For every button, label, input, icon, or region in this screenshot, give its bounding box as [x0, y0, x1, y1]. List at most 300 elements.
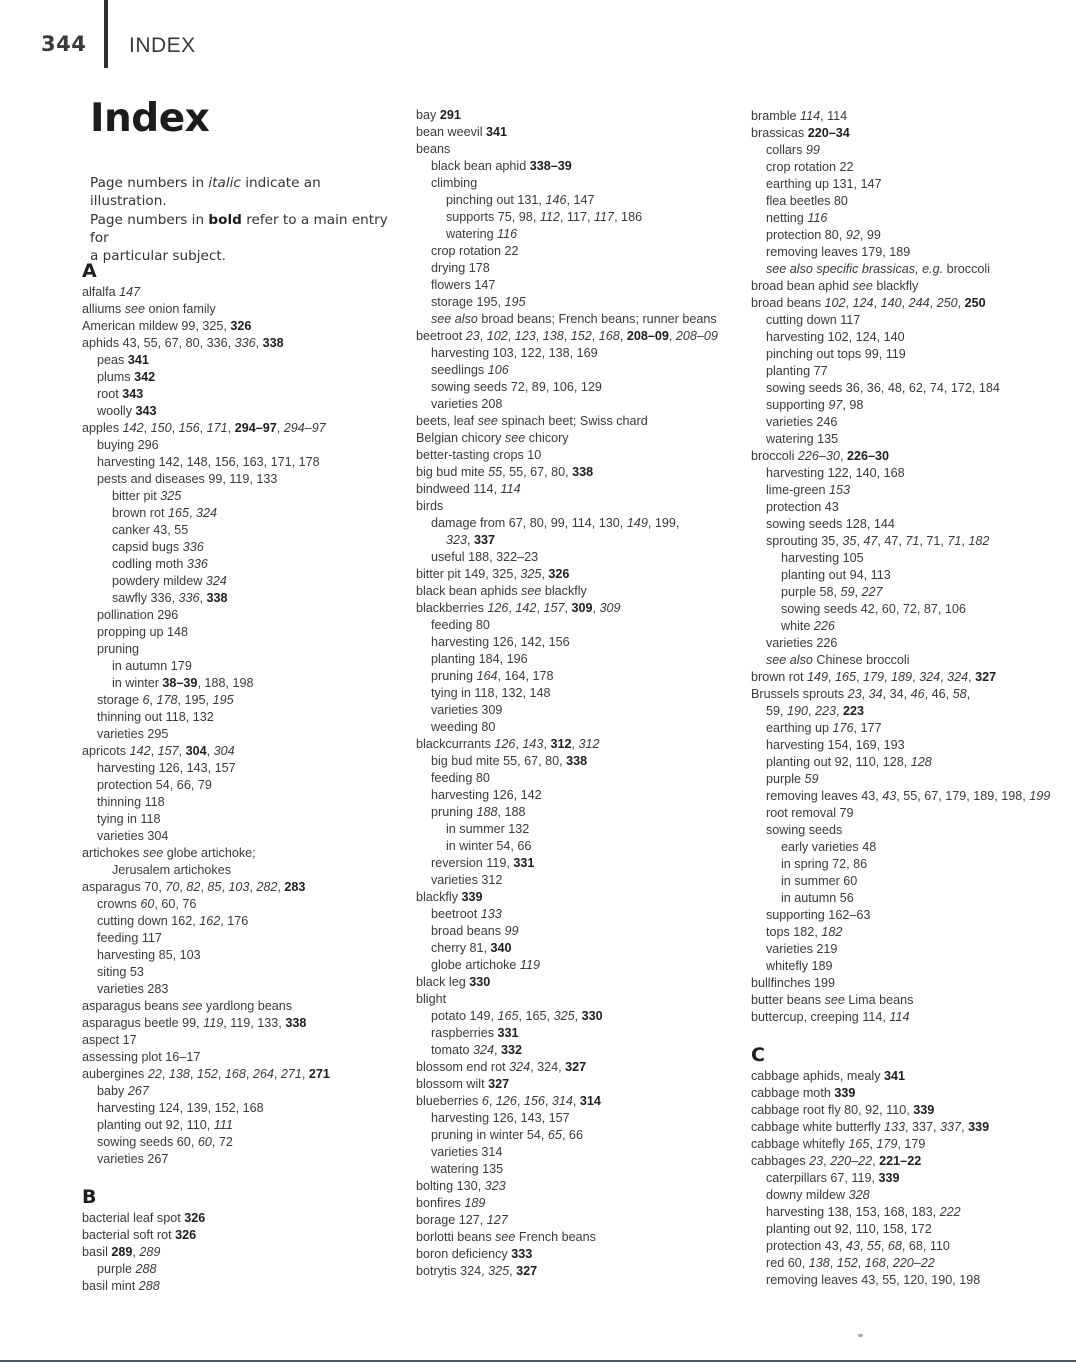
entry-segment: 152	[836, 1256, 858, 1270]
entry-segment: 23	[465, 329, 480, 343]
index-subentry	[82, 437, 330, 454]
entry-segment: apricots	[82, 744, 130, 758]
entry-segment: ,	[829, 1256, 837, 1270]
entry-segment: peas	[97, 353, 128, 367]
index-entry	[416, 583, 718, 600]
entry-segment: 142	[129, 744, 151, 758]
entry-segment: sowing seeds 42, 60, 72, 87, 106	[781, 602, 966, 616]
entry-segment: tying in 118, 132, 148	[431, 686, 551, 700]
entry-segment: sowing seeds 128, 144	[766, 517, 895, 531]
entry-segment: Page numbers in	[90, 211, 209, 228]
entry-segment: 226–30	[797, 449, 840, 463]
entry-segment: pests and diseases 99, 119, 133	[97, 472, 278, 486]
entry-segment: 71	[905, 534, 920, 548]
entry-segment: 156	[523, 1094, 545, 1108]
entry-segment: earthing up 131, 147	[766, 177, 882, 191]
index-entry	[751, 1119, 1050, 1136]
entry-segment: 189	[464, 1196, 486, 1210]
entry-segment: harvesting 142, 148, 156, 163, 171, 178	[97, 455, 320, 469]
entry-segment: cabbage moth	[751, 1086, 835, 1100]
section-letter: C	[751, 1044, 765, 1066]
entry-segment: Page numbers in	[90, 175, 209, 191]
entry-segment: 341	[884, 1069, 906, 1083]
entry-segment: 326	[548, 567, 570, 581]
index-entry	[82, 1032, 330, 1049]
index-entry	[416, 566, 718, 583]
entry-segment: sowing seeds 72, 89, 106, 129	[431, 380, 602, 394]
entry-segment: 339	[461, 890, 483, 904]
entry-segment: ,	[780, 704, 788, 718]
entry-segment: crop rotation 22	[431, 244, 519, 258]
entry-segment: 149	[626, 516, 648, 530]
entry-segment: blackfly	[872, 279, 919, 293]
entry-segment: 309	[599, 601, 621, 615]
index-subentry	[751, 227, 1050, 244]
index-subentry	[751, 652, 1050, 669]
index-subentry	[82, 1100, 330, 1117]
index-subentry	[82, 1151, 330, 1168]
entry-segment: tomato	[431, 1043, 473, 1057]
index-entry	[416, 328, 718, 345]
entry-segment: codling moth	[112, 557, 187, 571]
entry-segment: reversion 119,	[431, 856, 514, 870]
index-subentry	[416, 1144, 718, 1161]
index-subentry	[751, 822, 1050, 839]
entry-segment: , 117,	[559, 210, 594, 224]
index-subentry	[82, 556, 330, 573]
entry-segment: see also	[431, 312, 478, 326]
index-entry	[416, 1212, 718, 1229]
index-subentry	[82, 794, 330, 811]
entry-segment: feeding 80	[431, 618, 490, 632]
index-subentry	[82, 403, 330, 420]
entry-segment: thinning 118	[97, 795, 165, 809]
entry-segment: 171	[206, 421, 228, 435]
index-subentry	[416, 1042, 718, 1059]
index-subentry	[82, 641, 330, 658]
entry-segment: 138	[168, 1067, 190, 1081]
entry-segment: 146	[545, 193, 567, 207]
entry-segment: apples	[82, 421, 123, 435]
entry-segment: 244	[908, 296, 930, 310]
entry-segment: 289	[139, 1245, 161, 1259]
entry-segment: black bean aphids	[416, 584, 522, 598]
entry-segment: 327	[975, 670, 997, 684]
entry-segment: varieties 283	[97, 982, 169, 996]
index-entry	[751, 975, 1050, 992]
entry-segment: 59	[840, 585, 855, 599]
entry-segment: 143	[522, 737, 544, 751]
index-subentry	[416, 702, 718, 719]
entry-segment: protection 43,	[766, 1239, 846, 1253]
index-entry	[751, 1153, 1050, 1170]
entry-segment: 343	[135, 404, 157, 418]
entry-segment: ,	[854, 585, 862, 599]
entry-segment: ,	[968, 670, 976, 684]
index-entry	[751, 448, 1050, 465]
entry-segment: 138	[808, 1256, 830, 1270]
entry-segment: 337	[940, 1120, 962, 1134]
index-subentry	[416, 311, 718, 328]
entry-segment: climbing	[431, 176, 478, 190]
index-subentry	[82, 590, 330, 607]
index-subentry	[82, 471, 330, 488]
index-entry	[416, 413, 718, 430]
index-subentry	[751, 142, 1050, 159]
entry-segment: 288	[138, 1279, 160, 1293]
entry-segment: 149	[807, 670, 829, 684]
entry-segment: ,	[221, 880, 229, 894]
index-entry	[751, 992, 1050, 1009]
index-subentry	[416, 1161, 718, 1178]
entry-segment: 325	[520, 567, 542, 581]
entry-segment: 35	[842, 534, 857, 548]
entry-segment: 336	[234, 336, 256, 350]
entry-segment: 226–30	[846, 449, 889, 463]
entry-segment: basil	[82, 1245, 112, 1259]
entry-segment: storage 195,	[431, 295, 505, 309]
index-subentry	[751, 533, 1050, 550]
index-subentry	[751, 1204, 1050, 1221]
entry-segment: buttercup, creeping 114,	[751, 1010, 890, 1024]
index-subentry	[416, 277, 718, 294]
entry-segment: 114	[889, 1010, 910, 1024]
entry-segment: 70	[165, 880, 180, 894]
entry-segment: 312	[578, 737, 600, 751]
entry-segment: harvesting 126, 143, 157	[431, 1111, 570, 1125]
entry-segment: ,	[929, 296, 937, 310]
index-entry	[82, 1049, 330, 1066]
index-entry	[416, 1059, 718, 1076]
entry-segment: harvesting 122, 140, 168	[766, 466, 905, 480]
entry-segment: , 71,	[919, 534, 948, 548]
index-subentry	[751, 397, 1050, 414]
entry-segment: in summer 132	[446, 822, 530, 836]
entry-segment: 325	[488, 1264, 510, 1278]
entry-segment: 331	[513, 856, 535, 870]
entry-segment: bonfires	[416, 1196, 465, 1210]
entry-segment: 140	[880, 296, 902, 310]
entry-segment: 168	[864, 1256, 886, 1270]
entry-segment: 112	[539, 210, 560, 224]
index-subentry	[82, 981, 330, 998]
entry-segment: 304	[213, 744, 235, 758]
entry-segment: feeding 80	[431, 771, 490, 785]
entry-segment: 157	[543, 601, 565, 615]
entry-segment: blossom end rot	[416, 1060, 510, 1074]
entry-segment: aubergines	[82, 1067, 148, 1081]
entry-segment: ,	[217, 1067, 225, 1081]
entry-segment: spinach beet; Swiss chard	[497, 414, 648, 428]
entry-segment: 328	[848, 1188, 870, 1202]
index-subentry	[416, 379, 718, 396]
index-subentry	[82, 539, 330, 556]
entry-segment: blackberries	[416, 601, 488, 615]
entry-segment: 220–22	[830, 1154, 873, 1168]
entry-segment: crop rotation 22	[766, 160, 854, 174]
entry-segment: ,	[563, 329, 571, 343]
index-subentry	[416, 175, 718, 192]
index-subentry	[416, 396, 718, 413]
index-subentry	[751, 1272, 1050, 1289]
index-column-2	[416, 107, 718, 1280]
entry-segment: varieties 312	[431, 873, 503, 887]
entry-segment: 314	[579, 1094, 601, 1108]
index-entry	[416, 1076, 718, 1093]
index-subentry	[751, 839, 1050, 856]
entry-segment: cabbages	[751, 1154, 810, 1168]
entry-segment: ,	[619, 329, 627, 343]
index-subentry	[416, 855, 718, 872]
entry-segment: tying in 118	[97, 812, 161, 826]
entry-segment: 152	[570, 329, 592, 343]
entry-segment: raspberries	[431, 1026, 498, 1040]
entry-segment: bitter pit 149, 325,	[416, 567, 521, 581]
entry-segment: 126	[487, 601, 509, 615]
entry-segment: 283	[284, 880, 306, 894]
index-entry	[416, 141, 718, 158]
index-subentry	[82, 675, 330, 692]
entry-segment: purple	[766, 772, 805, 786]
entry-segment: bold	[208, 211, 242, 228]
entry-segment: , 147	[566, 193, 595, 207]
entry-segment: chicory	[525, 431, 569, 445]
entry-segment: brown rot	[751, 670, 807, 684]
entry-segment: , 188, 198	[197, 676, 254, 690]
entry-segment: 55	[866, 1239, 881, 1253]
index-entry	[751, 125, 1050, 142]
entry-segment: broad beans	[431, 924, 505, 938]
entry-segment: 332	[501, 1043, 523, 1057]
index-subentry	[751, 193, 1050, 210]
index-subentry	[751, 414, 1050, 431]
entry-segment: ,	[828, 670, 836, 684]
entry-segment: 324	[509, 1060, 531, 1074]
entry-segment: , 324,	[530, 1060, 566, 1074]
entry-segment: see also	[766, 653, 813, 667]
index-subentry	[751, 703, 1050, 720]
entry-segment: 164	[476, 669, 498, 683]
entry-segment: 333	[511, 1247, 533, 1261]
entry-segment: , 99	[859, 228, 881, 242]
entry-segment: 190	[787, 704, 809, 718]
index-entry	[82, 743, 330, 760]
entry-segment: bindweed 114,	[416, 482, 501, 496]
index-entry	[82, 318, 330, 335]
entry-segment: drying 178	[431, 261, 490, 275]
entry-segment: 188	[476, 805, 498, 819]
entry-segment: bolting 130,	[416, 1179, 485, 1193]
entry-segment: beetroot	[431, 907, 481, 921]
index-subentry	[751, 499, 1050, 516]
entry-segment: ,	[276, 421, 284, 435]
entry-segment: harvesting 126, 142	[431, 788, 542, 802]
entry-segment: 102	[824, 296, 846, 310]
entry-segment: Belgian chicory	[416, 431, 505, 445]
entry-segment: harvesting 103, 122, 138, 169	[431, 346, 598, 360]
entry-segment: 153	[829, 483, 851, 497]
index-subentry	[751, 958, 1050, 975]
index-subentry	[82, 760, 330, 777]
index-entry	[82, 301, 330, 318]
index-entry	[82, 879, 330, 896]
index-entry	[82, 335, 330, 352]
entry-segment: varieties 226	[766, 636, 838, 650]
index-entry	[751, 278, 1050, 295]
entry-segment: bitter pit	[112, 489, 161, 503]
entry-segment: pinching out tops 99, 119	[766, 347, 906, 361]
index-subentry	[416, 770, 718, 787]
index-entry	[751, 1136, 1050, 1153]
section-letter: B	[82, 1186, 97, 1208]
entry-segment: 182	[821, 925, 843, 939]
entry-segment: ,	[171, 421, 179, 435]
entry-segment: ,	[940, 670, 948, 684]
entry-segment: planting out 92, 110, 128,	[766, 755, 911, 769]
entry-segment: 208–09	[626, 329, 669, 343]
index-subentry	[751, 771, 1050, 788]
entry-segment: 331	[497, 1026, 519, 1040]
entry-segment: 103	[228, 880, 250, 894]
entry-segment: 34	[868, 687, 883, 701]
entry-segment: 337	[474, 533, 496, 547]
entry-segment: ,	[574, 1009, 582, 1023]
entry-segment: botrytis 324,	[416, 1264, 489, 1278]
entry-segment: crowns	[97, 897, 141, 911]
index-entry	[416, 889, 718, 906]
entry-segment: 294–97	[234, 421, 277, 435]
entry-segment: see	[521, 584, 542, 598]
index-subentry	[751, 1187, 1050, 1204]
index-subentry	[751, 788, 1050, 805]
entry-segment: see	[495, 1230, 516, 1244]
index-subentry	[751, 1255, 1050, 1272]
index-subentry	[82, 896, 330, 913]
entry-segment: 138	[542, 329, 564, 343]
index-subentry	[82, 862, 330, 879]
entry-segment: ,	[161, 1067, 169, 1081]
entry-segment: pruning	[97, 642, 140, 656]
entry-segment: beans	[416, 142, 451, 156]
entry-segment: ,	[507, 329, 515, 343]
entry-segment: 85	[207, 880, 222, 894]
entry-segment: 176	[832, 721, 854, 735]
index-subentry	[82, 777, 330, 794]
entry-segment: ,	[535, 329, 543, 343]
entry-segment: in winter	[112, 676, 163, 690]
entry-segment: 46	[910, 687, 925, 701]
entry-segment: 119	[203, 1016, 224, 1030]
index-subentry	[751, 482, 1050, 499]
entry-segment: whitefly 189	[766, 959, 833, 973]
entry-segment: 165	[168, 506, 190, 520]
index-subentry	[751, 176, 1050, 193]
index-subentry	[416, 957, 718, 974]
index-entry	[751, 1102, 1050, 1119]
entry-segment: propping up 148	[97, 625, 189, 639]
entry-segment: cherry 81,	[431, 941, 491, 955]
entry-segment: 168	[598, 329, 620, 343]
index-entry	[751, 669, 1050, 686]
entry-segment: ,	[189, 1067, 197, 1081]
index-subentry	[751, 805, 1050, 822]
index-subentry	[751, 261, 1050, 278]
index-entry	[416, 974, 718, 991]
index-subentry	[751, 873, 1050, 890]
entry-segment: , 164, 178	[497, 669, 554, 683]
entry-segment: lime-green	[766, 483, 829, 497]
entry-segment: early varieties 48	[781, 840, 877, 854]
entry-segment: 223	[815, 704, 837, 718]
index-subentry	[416, 260, 718, 277]
entry-segment: 147	[119, 285, 141, 299]
entry-segment: broad bean aphid	[751, 279, 853, 293]
entry-segment: harvesting 105	[781, 551, 864, 565]
entry-segment: sowing seeds 60,	[97, 1135, 198, 1149]
entry-segment: blight	[416, 992, 447, 1006]
entry-segment: cabbage whitefly	[751, 1137, 849, 1151]
entry-segment: sprouting 35,	[766, 534, 843, 548]
entry-segment: , 186	[614, 210, 643, 224]
entry-segment: ,	[515, 737, 523, 751]
entry-segment: 309	[571, 601, 593, 615]
entry-segment: butter beans	[751, 993, 825, 1007]
entry-segment: white	[781, 619, 814, 633]
entry-segment: 267	[127, 1084, 149, 1098]
entry-segment: ,	[150, 744, 158, 758]
index-subentry	[82, 947, 330, 964]
index-subentry	[82, 505, 330, 522]
entry-segment: ,	[199, 421, 207, 435]
entry-segment: 338	[206, 591, 228, 605]
entry-segment: pinching out 131,	[446, 193, 546, 207]
index-subentry	[416, 294, 718, 311]
index-subentry	[751, 618, 1050, 635]
entry-segment: harvesting 126, 143, 157	[97, 761, 236, 775]
entry-segment: root removal 79	[766, 806, 854, 820]
entry-segment: 43	[845, 1239, 860, 1253]
entry-segment: 165	[497, 1009, 519, 1023]
entry-segment: 117	[593, 210, 615, 224]
entry-segment: 60	[197, 1135, 212, 1149]
index-entry	[416, 991, 718, 1008]
entry-segment: aphids 43, 55, 67, 80, 336,	[82, 336, 235, 350]
entry-segment: cutting down 162,	[97, 914, 200, 928]
entry-segment: blossom wilt	[416, 1077, 489, 1091]
entry-segment: 330	[469, 975, 491, 989]
index-column-3	[751, 108, 1050, 1289]
entry-segment: 325	[160, 489, 182, 503]
entry-segment: ,	[912, 670, 920, 684]
index-entry	[416, 107, 718, 124]
entry-segment: onion family	[145, 302, 216, 316]
entry-segment: harvesting 124, 139, 152, 168	[97, 1101, 264, 1115]
entry-segment: 157	[157, 744, 179, 758]
index-subentry	[416, 226, 718, 243]
index-subentry	[416, 345, 718, 362]
entry-segment: 323	[446, 533, 468, 547]
index-subentry	[751, 635, 1050, 652]
entry-segment: useful 188, 322–23	[431, 550, 539, 564]
entry-segment: 338–39	[529, 159, 572, 173]
entry-segment: harvesting 85, 103	[97, 948, 201, 962]
entry-segment: 223	[843, 704, 865, 718]
entry-segment: 339	[968, 1120, 990, 1134]
entry-segment: , 98	[842, 398, 864, 412]
entry-segment: ,	[179, 880, 187, 894]
entry-segment: italic	[208, 175, 241, 191]
entry-segment: ,	[957, 296, 965, 310]
